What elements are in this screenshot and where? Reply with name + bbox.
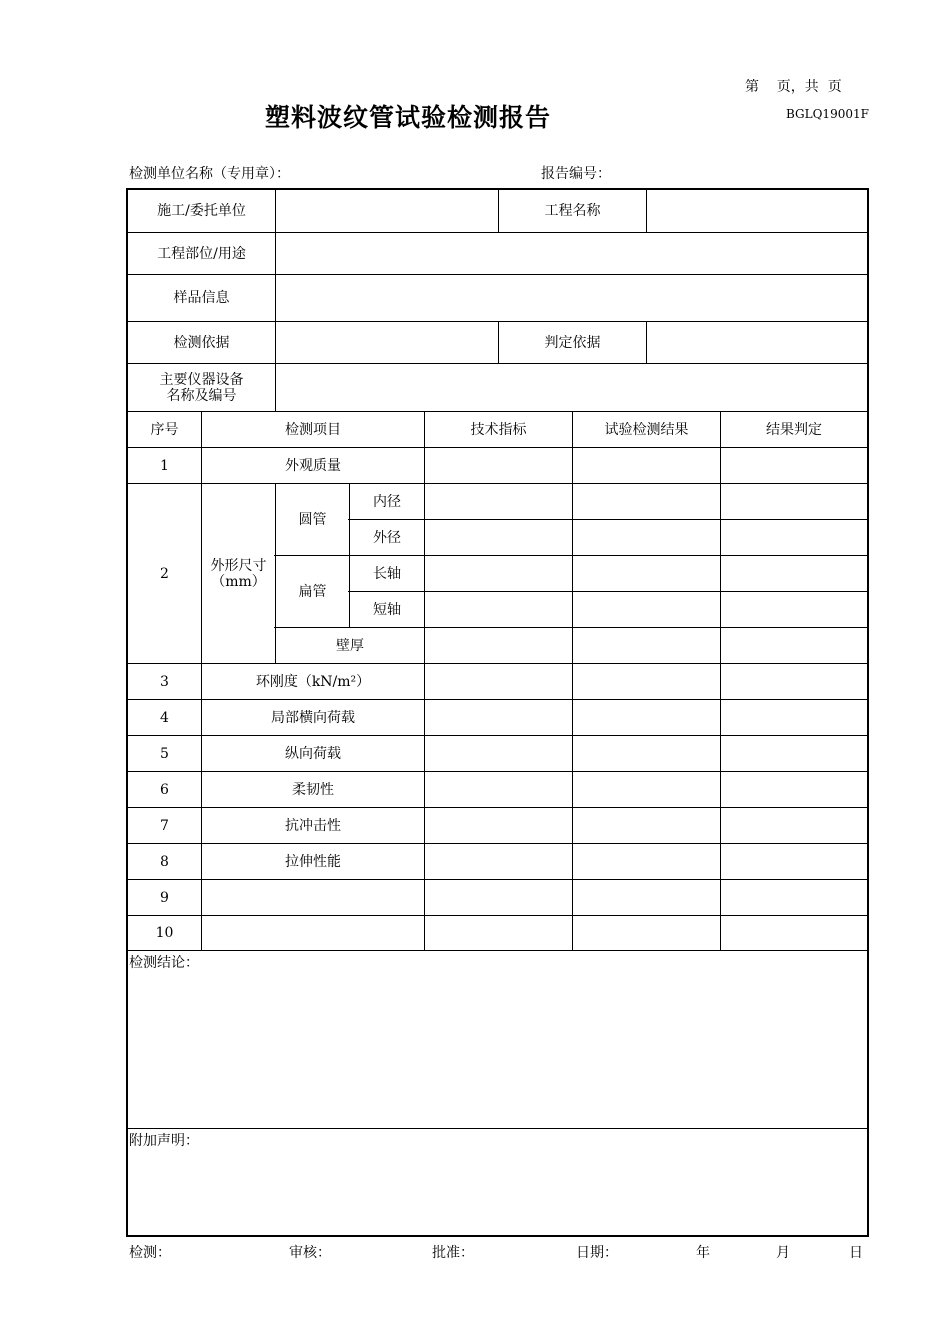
equipment-label-line1: 主要仪器设备: [159, 371, 244, 388]
additional-statement-label: 附加声明：: [129, 1133, 199, 1149]
header-result: 试验检测结果: [604, 421, 689, 438]
dimensions-label-line1: 外形尺寸: [210, 557, 267, 574]
page-indicator: 第 页，共 页: [745, 79, 842, 95]
equipment-label-line2: 名称及编号: [166, 387, 237, 404]
row-item: 抗冲击性: [285, 817, 341, 834]
grid-line: [720, 411, 721, 950]
row-item: 拉伸性能: [285, 853, 341, 870]
reviewer-label: 审核：: [289, 1245, 331, 1261]
grid-line: [646, 321, 647, 363]
row-seq: 9: [160, 889, 169, 906]
long-axis-label: 长轴: [373, 565, 401, 582]
testing-unit-label: 检测单位名称（专用章）：: [129, 166, 290, 182]
date-label: 日期：: [576, 1245, 618, 1261]
row-item: 局部横向荷载: [271, 709, 355, 726]
grid-line: [275, 190, 276, 411]
report-number-label: 报告编号：: [541, 166, 611, 182]
tester-label: 检测：: [129, 1245, 171, 1261]
round-pipe-label: 圆管: [298, 511, 327, 528]
test-basis-label: 检测依据: [173, 334, 230, 351]
row-seq: 3: [160, 673, 169, 690]
dimensions-label: [202, 484, 275, 663]
equipment-label: [128, 364, 275, 411]
row-item: 环刚度（kN/m²）: [255, 673, 371, 690]
row-seq: 6: [160, 781, 169, 798]
sample-info-label: 样品信息: [173, 290, 230, 306]
conclusion-label: 检测结论：: [129, 955, 199, 971]
header-spec: 技术指标: [470, 421, 527, 438]
row-seq: 8: [160, 853, 169, 870]
row-item: 纵向荷载: [285, 745, 341, 762]
project-part-label: 工程部位/用途: [157, 245, 246, 262]
header-judgement: 结果判定: [766, 421, 822, 438]
form-code: BGLQ19001F: [786, 107, 869, 121]
report-title: 塑料波纹管试验检测报告: [265, 103, 552, 132]
flat-pipe-label: 扁管: [298, 583, 327, 600]
row-seq: 2: [160, 565, 169, 582]
grid-line: [646, 190, 647, 232]
grid-line: [348, 519, 867, 520]
project-name-label: 工程名称: [544, 203, 601, 219]
row-seq: 7: [160, 817, 169, 834]
wall-thickness-label: 壁厚: [336, 637, 364, 654]
row-item: [202, 880, 424, 915]
row-seq: 4: [160, 709, 169, 726]
grid-line: [128, 950, 867, 951]
header-item: 检测项目: [285, 421, 341, 438]
header-seq: 序号: [150, 421, 179, 438]
row-item: 外观质量: [285, 457, 341, 474]
row-item: 柔韧性: [292, 781, 334, 798]
row-item: [202, 916, 424, 950]
dimensions-unit: （mm）: [211, 573, 266, 590]
approver-label: 批准：: [432, 1245, 474, 1261]
grid-line: [572, 411, 573, 950]
judgement-basis-label: 判定依据: [544, 334, 601, 351]
day-label: 日: [849, 1245, 863, 1261]
report-form: [126, 188, 869, 1237]
grid-line: [128, 1128, 867, 1129]
row-seq: 1: [160, 457, 169, 474]
year-label: 年: [696, 1245, 710, 1261]
row-seq: 10: [155, 925, 174, 941]
grid-line: [424, 411, 425, 950]
grid-line: [348, 591, 867, 592]
short-axis-label: 短轴: [373, 601, 401, 618]
outer-diameter-label: 外径: [373, 529, 401, 546]
client-label: 施工/委托单位: [157, 203, 246, 219]
inner-diameter-label: 内径: [373, 493, 401, 510]
month-label: 月: [776, 1245, 790, 1261]
row-seq: 5: [160, 745, 169, 762]
